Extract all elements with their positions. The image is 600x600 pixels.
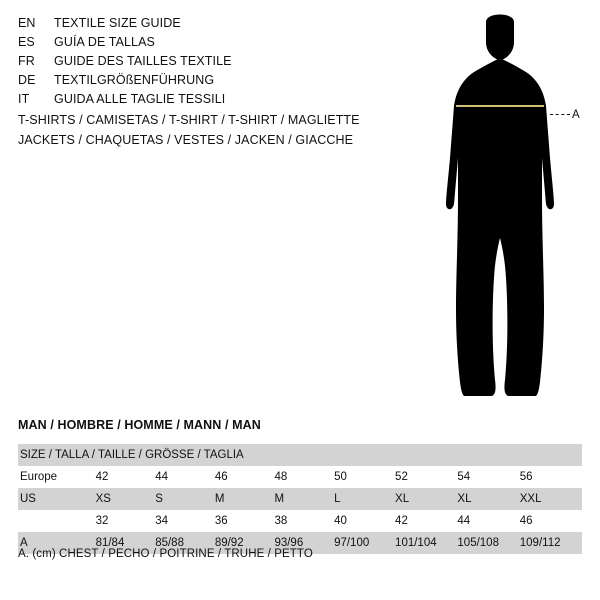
- table-cell: 109/112: [520, 532, 582, 554]
- row-label: US: [18, 488, 96, 510]
- table-cell: 44: [457, 510, 519, 532]
- table-cell: 56: [520, 466, 582, 488]
- table-cell: 105/108: [457, 532, 519, 554]
- measurement-marker-a: A: [572, 109, 580, 121]
- table-cell: 85/88: [155, 532, 215, 554]
- table-cell: XS: [96, 488, 156, 510]
- table-cell: XL: [395, 488, 457, 510]
- table-cell: XXL: [520, 488, 582, 510]
- table-cell: 93/96: [274, 532, 334, 554]
- legend-code: DE: [18, 73, 36, 87]
- table-cell: M: [274, 488, 334, 510]
- table-header-row: [18, 444, 582, 466]
- legend-row: [18, 14, 378, 33]
- table-cell: M: [215, 488, 275, 510]
- table-cell: 46: [215, 466, 275, 488]
- table-cell: 42: [395, 510, 457, 532]
- category-line-tshirts: T-SHIRTS / CAMISETAS / T-SHIRT / T-SHIRT / MAGLIETTE: [18, 113, 360, 127]
- table-title: MAN / HOMBRE / HOMME / MANN / MAN: [18, 418, 261, 432]
- legend-row: [18, 90, 378, 109]
- legend-text: TEXTILE SIZE GUIDE: [54, 16, 181, 30]
- table-row: [18, 510, 582, 532]
- legend-row: [18, 52, 378, 71]
- language-legend: [18, 14, 378, 109]
- category-line-jackets: JACKETS / CHAQUETAS / VESTES / JACKEN / GIACCHE: [18, 133, 354, 147]
- legend-text: GUIDE DES TAILLES TEXTILE: [54, 54, 232, 68]
- table-cell: 42: [96, 466, 156, 488]
- table-cell: S: [155, 488, 215, 510]
- table-cell: 40: [334, 510, 395, 532]
- row-label: Europe: [18, 466, 96, 488]
- table-row: [18, 466, 582, 488]
- garment-categories: [18, 110, 438, 150]
- table-cell: 50: [334, 466, 395, 488]
- male-silhouette-figure: [400, 8, 600, 408]
- legend-text: GUIDA ALLE TAGLIE TESSILI: [54, 92, 226, 106]
- table-footnote: A. (cm) CHEST / PECHO / POITRINE / TRUHE / PETTO: [18, 548, 313, 560]
- table-cell: 97/100: [334, 532, 395, 554]
- legend-text: GUÍA DE TALLAS: [54, 35, 155, 49]
- table-cell: 52: [395, 466, 457, 488]
- legend-code: FR: [18, 54, 35, 68]
- table-row: [18, 488, 582, 510]
- table-cell: 89/92: [215, 532, 275, 554]
- table-cell: 81/84: [96, 532, 156, 554]
- table-cell: L: [334, 488, 395, 510]
- table-cell: XL: [457, 488, 519, 510]
- table-cell: 44: [155, 466, 215, 488]
- legend-row: [18, 33, 378, 52]
- legend-row: [18, 71, 378, 90]
- size-table: [18, 444, 582, 554]
- legend-code: IT: [18, 92, 30, 106]
- marker-dash-line: [550, 114, 570, 117]
- legend-code: ES: [18, 35, 35, 49]
- table-cell: 34: [155, 510, 215, 532]
- table-cell: 38: [274, 510, 334, 532]
- table-cell: 46: [520, 510, 582, 532]
- legend-code: EN: [18, 16, 36, 30]
- table-cell: 32: [96, 510, 156, 532]
- row-label: [18, 510, 96, 532]
- legend-text: TEXTILGRÖßENFÜHRUNG: [54, 73, 215, 87]
- table-cell: 54: [457, 466, 519, 488]
- table-cell: 48: [274, 466, 334, 488]
- table-cell: 36: [215, 510, 275, 532]
- row-label: A: [18, 532, 96, 554]
- silhouette-svg: [400, 8, 600, 408]
- table-header-label: SIZE / TALLA / TAILLE / GRÖSSE / TAGLIA: [18, 444, 582, 466]
- table-cell: 101/104: [395, 532, 457, 554]
